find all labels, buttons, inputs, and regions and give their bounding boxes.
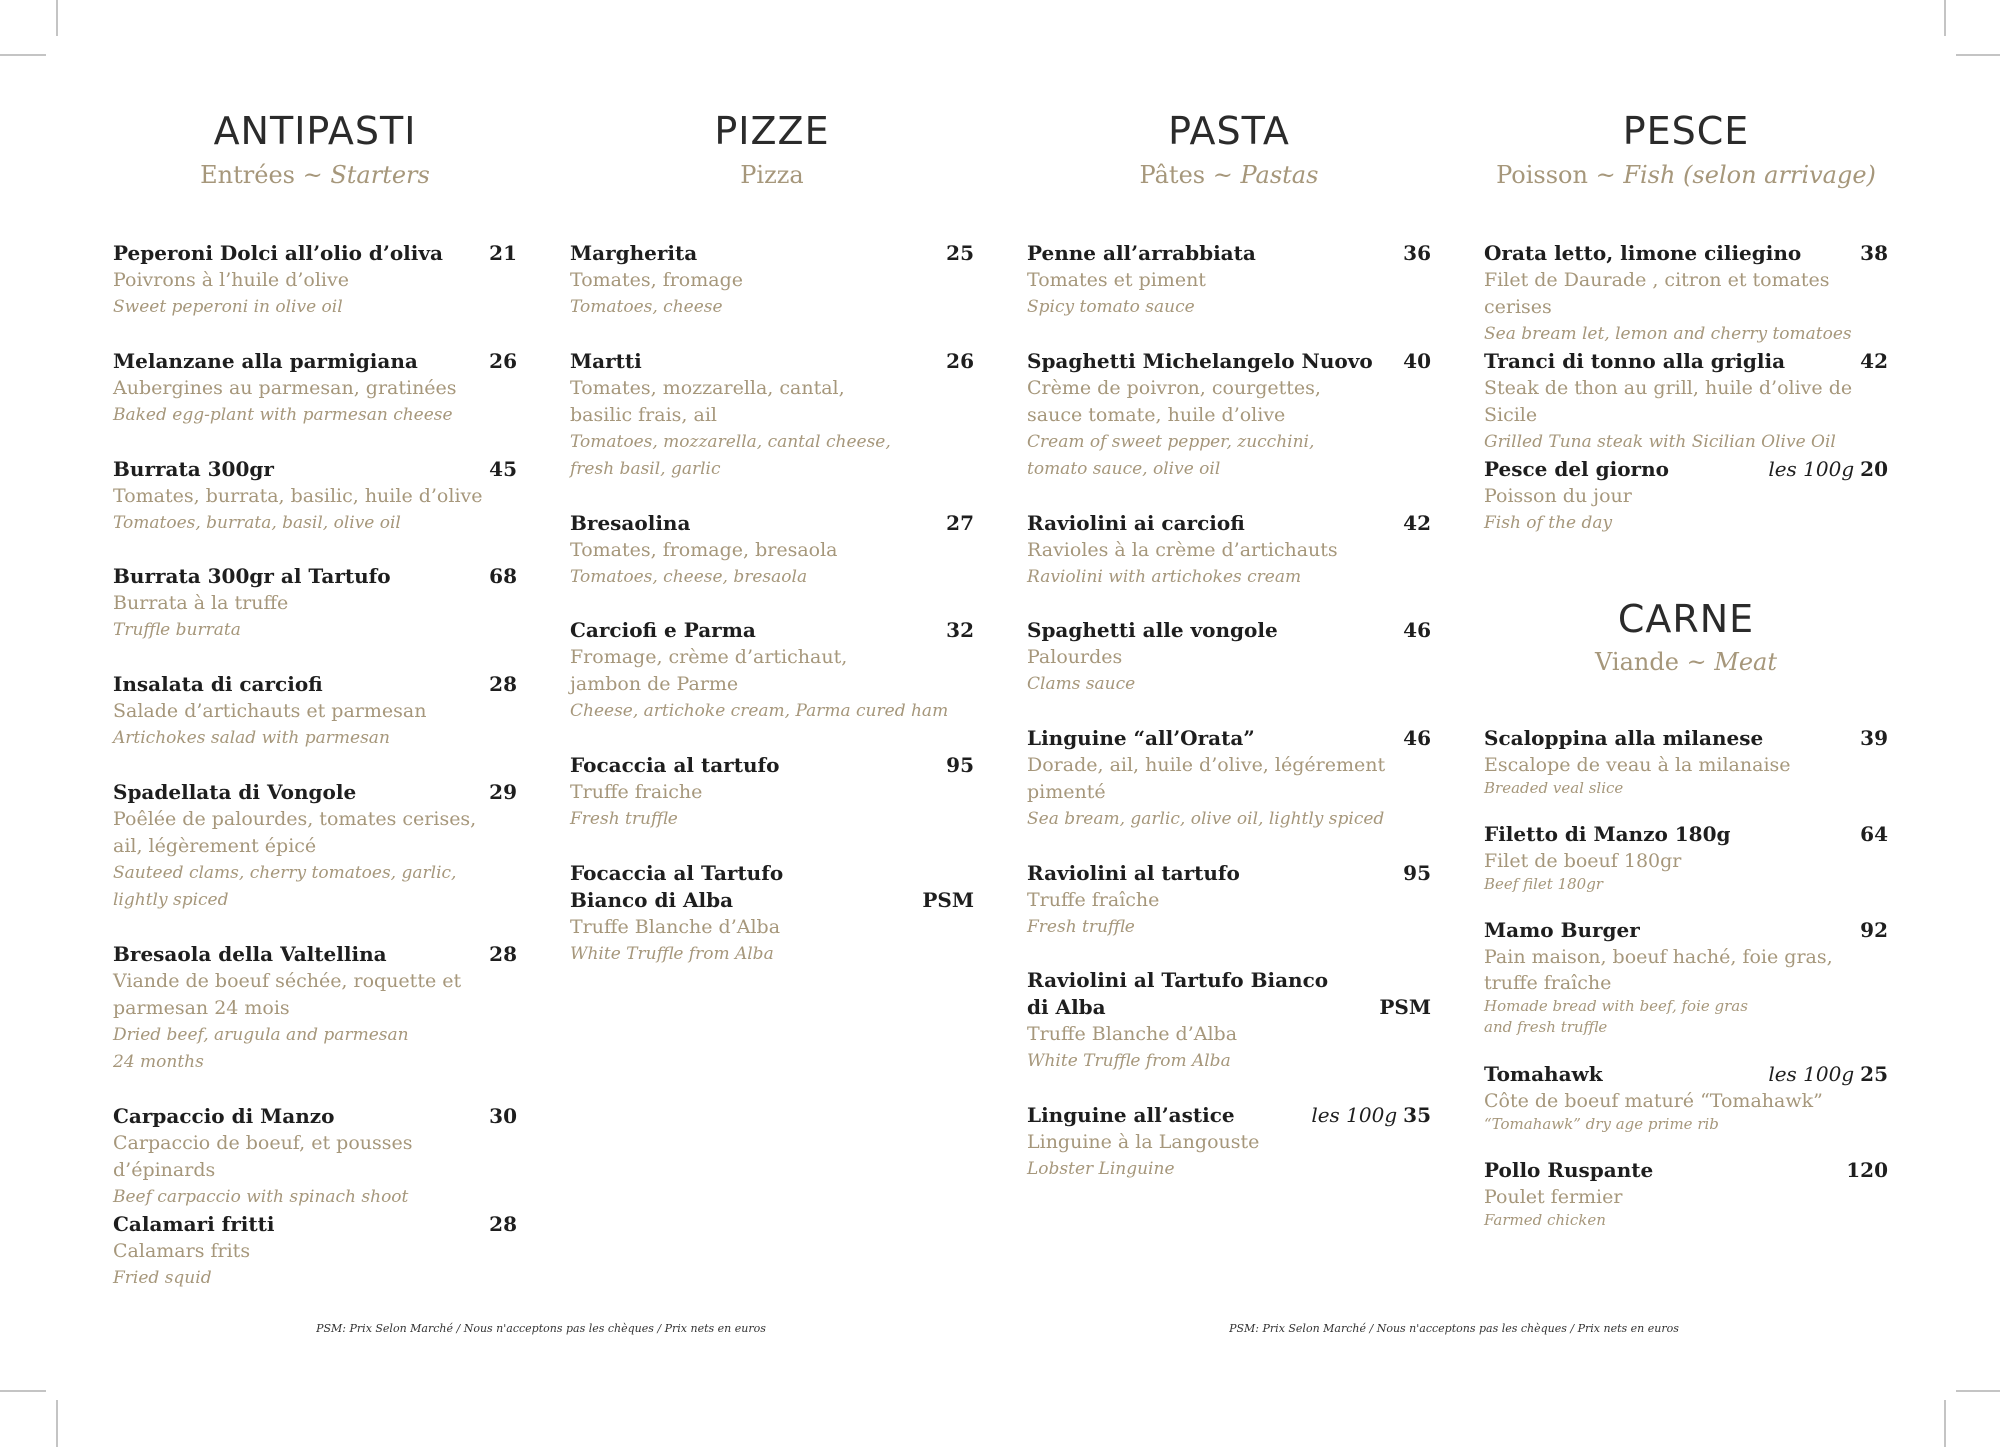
menu-item (113, 941, 517, 1076)
menu-item (570, 752, 974, 833)
item-price: 92 (1860, 918, 1888, 942)
item-unit: les 100g (1311, 1103, 1398, 1127)
item-name: di Alba (1027, 995, 1106, 1019)
menu-item (570, 510, 974, 591)
pesce-title: PESCE (1622, 109, 1750, 153)
item-price: 28 (489, 672, 517, 696)
item-desc-fr: Truffe Blanche d’Alba (1027, 1023, 1238, 1045)
item-desc-en: Sauteed clams, cherry tomatoes, garlic, (113, 863, 457, 883)
item-name: Focaccia al tartufo (570, 753, 780, 777)
item-desc-fr: Tomates, burrata, basilic, huile d’olive (113, 485, 483, 507)
item-desc-fr: Truffe fraiche (570, 781, 703, 803)
item-name: Bresaola della Valtellina (113, 942, 387, 966)
item-desc-en: Farmed chicken (1484, 1211, 1606, 1229)
menu-item (1027, 348, 1431, 483)
item-name: Raviolini ai carciofi (1027, 511, 1245, 535)
item-desc-fr: Burrata à la truffe (113, 592, 289, 614)
item-desc-en: Beef carpaccio with spinach shoot (113, 1187, 409, 1207)
item-desc-en: Grilled Tuna steak with Sicilian Olive Oil (1484, 432, 1836, 452)
antipasti-subtitle: Entrées ~ Starters (200, 161, 430, 189)
item-price: 46 (1403, 618, 1431, 642)
item-desc-fr: Poulet fermier (1484, 1186, 1623, 1208)
item-name: Raviolini al Tartufo Bianco (1027, 968, 1329, 992)
item-desc-en: Sweet peperoni in olive oil (113, 297, 343, 317)
item-name: Spadellata di Vongole (113, 780, 357, 804)
menu-item (113, 240, 517, 321)
item-name: Linguine all’astice (1027, 1103, 1235, 1127)
item-price: PSM (922, 888, 974, 912)
item-name: Bresaolina (570, 511, 691, 535)
item-unit: les 100g (1768, 1062, 1855, 1086)
item-desc-en: Fried squid (113, 1268, 212, 1288)
item-desc-fr: Crème de poivron, courgettes, (1027, 377, 1321, 399)
menu-item (113, 348, 517, 429)
footnote-right: PSM: Prix Selon Marché / Nous n'acceptons pas les chèques / Prix nets en euros (1229, 1322, 1679, 1335)
menu-item (1484, 821, 1888, 895)
menu-item (113, 779, 517, 914)
menu-item (113, 1211, 517, 1292)
item-desc-fr: Truffe fraîche (1027, 889, 1160, 911)
item-desc-en: Sea bream, garlic, olive oil, lightly spiced (1027, 809, 1385, 829)
item-desc-en: Baked egg-plant with parmesan cheese (113, 405, 453, 425)
menu-item (570, 348, 974, 483)
item-desc-fr: Palourdes (1027, 646, 1123, 668)
item-name: Raviolini al tartufo (1027, 861, 1240, 885)
item-price: 42 (1860, 349, 1888, 373)
item-desc-fr: Ravioles à la crème d’artichauts (1027, 539, 1338, 561)
item-desc-en: Tomatoes, mozzarella, cantal cheese, (570, 432, 891, 452)
item-desc-en: White Truffle from Alba (1027, 1051, 1231, 1071)
item-desc-en: lightly spiced (113, 890, 229, 910)
menu-item (1027, 967, 1431, 1075)
carne-subtitle: Viande ~ Meat (1594, 648, 1778, 676)
item-desc-en: Breaded veal slice (1484, 779, 1624, 797)
pasta-subtitle: Pâtes ~ Pastas (1139, 161, 1319, 189)
item-desc-fr: Fromage, crème d’artichaut, (570, 646, 848, 668)
item-name: Bianco di Alba (570, 888, 734, 912)
pesce-subtitle: Poisson ~ Fish (selon arrivage) (1496, 161, 1876, 189)
item-price: 30 (489, 1104, 517, 1128)
item-name: Tranci di tonno alla griglia (1484, 349, 1786, 373)
item-name: Pollo Ruspante (1484, 1158, 1654, 1182)
item-desc-fr: Filet de Daurade , citron et tomates cerises (1484, 269, 1830, 318)
crop-mark (56, 0, 58, 36)
item-name: Scaloppina alla milanese (1484, 726, 1764, 750)
crop-mark (0, 1390, 46, 1392)
item-desc-en: Fresh truffle (1027, 917, 1135, 937)
item-desc-fr: Truffe Blanche d’Alba (570, 916, 781, 938)
item-desc-fr: Poêlée de palourdes, tomates cerises, (113, 808, 477, 830)
menu-item (1484, 456, 1888, 537)
item-name: Carciofi e Parma (570, 618, 756, 642)
item-name: Insalata di carciofi (113, 672, 323, 696)
item-desc-fr: pimenté (1027, 781, 1106, 803)
item-price: 21 (489, 241, 517, 265)
menu-item (1027, 240, 1431, 321)
item-desc-en: Fish of the day (1484, 513, 1613, 533)
item-desc-en: Cream of sweet pepper, zucchini, (1027, 432, 1315, 452)
item-name: Margherita (570, 241, 698, 265)
item-desc-fr: Pain maison, boeuf haché, foie gras, (1484, 946, 1833, 968)
item-price: PSM (1379, 995, 1431, 1019)
item-price: 95 (946, 753, 974, 777)
item-name: Burrata 300gr al Tartufo (113, 564, 391, 588)
item-price: 26 (946, 349, 974, 373)
item-price: 45 (489, 457, 517, 481)
item-desc-en: Fresh truffle (570, 809, 678, 829)
antipasti-title: ANTIPASTI (213, 109, 417, 153)
item-desc-en: “Tomahawk” dry age prime rib (1484, 1115, 1719, 1133)
item-desc-fr: Côte de boeuf maturé “Tomahawk” (1484, 1090, 1823, 1112)
item-price: 28 (489, 942, 517, 966)
item-desc-fr: jambon de Parme (570, 673, 739, 695)
item-desc-fr: Linguine à la Langouste (1027, 1131, 1260, 1153)
item-name: Focaccia al Tartufo (570, 861, 784, 885)
menu-item (1027, 725, 1431, 833)
item-desc-en: tomato sauce, olive oil (1027, 459, 1221, 479)
item-price: 27 (946, 511, 974, 535)
menu-item (113, 563, 517, 644)
item-name: Tomahawk (1484, 1062, 1603, 1086)
item-price: 29 (489, 780, 517, 804)
menu-item (1484, 725, 1888, 799)
crop-mark (56, 1400, 58, 1447)
item-price: 32 (946, 618, 974, 642)
item-desc-en: Truffle burrata (113, 620, 241, 640)
item-price: 25 (946, 241, 974, 265)
item-desc-en: Tomatoes, cheese, bresaola (570, 567, 808, 587)
menu-item (570, 617, 974, 725)
item-desc-fr: basilic frais, ail (570, 404, 717, 426)
item-price: 64 (1860, 822, 1888, 846)
crop-mark (1944, 0, 1946, 36)
item-name: Peperoni Dolci all’olio d’oliva (113, 241, 443, 265)
item-desc-en: Tomatoes, cheese (570, 297, 723, 317)
item-desc-en: Cheese, artichoke cream, Parma cured ham (570, 701, 949, 721)
crop-mark (0, 54, 46, 56)
item-name: Spaghetti alle vongole (1027, 618, 1278, 642)
item-desc-fr: Steak de thon au grill, huile d’olive de Sicile (1484, 377, 1853, 426)
crop-mark (1944, 1400, 1946, 1447)
item-name: Calamari fritti (113, 1212, 275, 1236)
item-desc-en: White Truffle from Alba (570, 944, 774, 964)
item-desc-en: 24 months (113, 1052, 204, 1072)
item-desc-fr: Escalope de veau à la milanaise (1484, 754, 1791, 776)
item-price: 28 (489, 1212, 517, 1236)
menu-item (570, 240, 974, 321)
item-name: Carpaccio di Manzo (113, 1104, 335, 1128)
item-desc-en: Sea bream let, lemon and cherry tomatoes (1484, 324, 1852, 344)
item-name: Martti (570, 349, 642, 373)
item-desc-fr: Tomates et piment (1027, 269, 1206, 291)
item-name: Orata letto, limone ciliegino (1484, 241, 1802, 265)
item-name: Pesce del giorno (1484, 457, 1669, 481)
item-price: 38 (1860, 241, 1888, 265)
item-desc-en: Homade bread with beef, foie gras (1484, 997, 1748, 1015)
menu-item (1484, 348, 1888, 456)
item-desc-fr: ail, légèrement épicé (113, 835, 317, 857)
menu-item (1027, 510, 1431, 591)
crop-mark (1956, 1390, 2000, 1392)
item-price: 40 (1403, 349, 1431, 373)
item-desc-fr: Tomates, fromage (570, 269, 743, 291)
item-name: Burrata 300gr (113, 457, 274, 481)
item-name: Melanzane alla parmigiana (113, 349, 418, 373)
item-desc-fr: Salade d’artichauts et parmesan (113, 700, 427, 722)
item-price: 46 (1403, 726, 1431, 750)
item-desc-fr: Tomates, fromage, bresaola (570, 539, 838, 561)
menu-item (1027, 617, 1431, 698)
menu-item (1484, 917, 1888, 1038)
item-desc-en: Spicy tomato sauce (1027, 297, 1195, 317)
item-name: Mamo Burger (1484, 918, 1640, 942)
crop-mark (1956, 54, 2000, 56)
item-desc-fr: Viande de boeuf séchée, roquette et (113, 970, 462, 992)
menu-item (1027, 860, 1431, 941)
item-name: Filetto di Manzo 180g (1484, 822, 1731, 846)
item-desc-fr: Carpaccio de boeuf, et pousses d’épinards (113, 1132, 413, 1181)
item-price: les 100g 35 (1311, 1103, 1431, 1127)
item-desc-en: Lobster Linguine (1027, 1159, 1175, 1179)
item-desc-fr: Tomates, mozzarella, cantal, (570, 377, 845, 399)
carne-title: CARNE (1617, 597, 1755, 641)
item-price: 68 (489, 564, 517, 588)
item-desc-en: and fresh truffle (1484, 1018, 1608, 1036)
menu-item (113, 456, 517, 537)
item-desc-fr: Dorade, ail, huile d’olive, légérement (1027, 754, 1386, 776)
menu-item (1027, 1102, 1431, 1183)
item-desc-en: Raviolini with artichokes cream (1027, 567, 1302, 587)
item-unit: les 100g (1768, 457, 1855, 481)
item-price: 95 (1403, 861, 1431, 885)
item-name: Spaghetti Michelangelo Nuovo (1027, 349, 1373, 373)
menu-item (1484, 1061, 1888, 1135)
pizze-subtitle: Pizza (740, 161, 804, 189)
menu-item (113, 671, 517, 752)
item-desc-en: fresh basil, garlic (570, 459, 721, 479)
item-price: 26 (489, 349, 517, 373)
menu-item (113, 1103, 517, 1211)
footnote-left: PSM: Prix Selon Marché / Nous n'acceptons pas les chèques / Prix nets en euros (316, 1322, 766, 1335)
menu-item (570, 860, 974, 968)
item-name: Penne all’arrabbiata (1027, 241, 1256, 265)
menu-item (1484, 240, 1888, 348)
item-desc-fr: Aubergines au parmesan, gratinées (113, 377, 457, 399)
item-desc-fr: parmesan 24 mois (113, 997, 290, 1019)
pizze-title: PIZZE (714, 109, 830, 153)
item-price: 36 (1403, 241, 1431, 265)
item-desc-fr: Calamars frits (113, 1240, 251, 1262)
item-desc-en: Clams sauce (1027, 674, 1136, 694)
menu-item (1484, 1157, 1888, 1231)
item-desc-fr: truffe fraîche (1484, 972, 1612, 994)
item-price: 39 (1860, 726, 1888, 750)
item-name: Linguine “all’Orata” (1027, 726, 1255, 750)
item-price: 120 (1846, 1158, 1888, 1182)
item-price: les 100g 25 (1768, 1062, 1888, 1086)
item-desc-en: Beef filet 180gr (1484, 875, 1603, 893)
item-price: les 100g 20 (1768, 457, 1888, 481)
item-desc-en: Dried beef, arugula and parmesan (113, 1025, 409, 1045)
item-price: 42 (1403, 511, 1431, 535)
item-desc-fr: Poivrons à l’huile d’olive (113, 269, 349, 291)
item-desc-en: Tomatoes, burrata, basil, olive oil (113, 513, 401, 533)
item-desc-en: Artichokes salad with parmesan (113, 728, 390, 748)
item-desc-fr: Filet de boeuf 180gr (1484, 850, 1682, 872)
item-desc-fr: Poisson du jour (1484, 485, 1632, 507)
item-desc-fr: sauce tomate, huile d’olive (1027, 404, 1286, 426)
pasta-title: PASTA (1168, 109, 1290, 153)
